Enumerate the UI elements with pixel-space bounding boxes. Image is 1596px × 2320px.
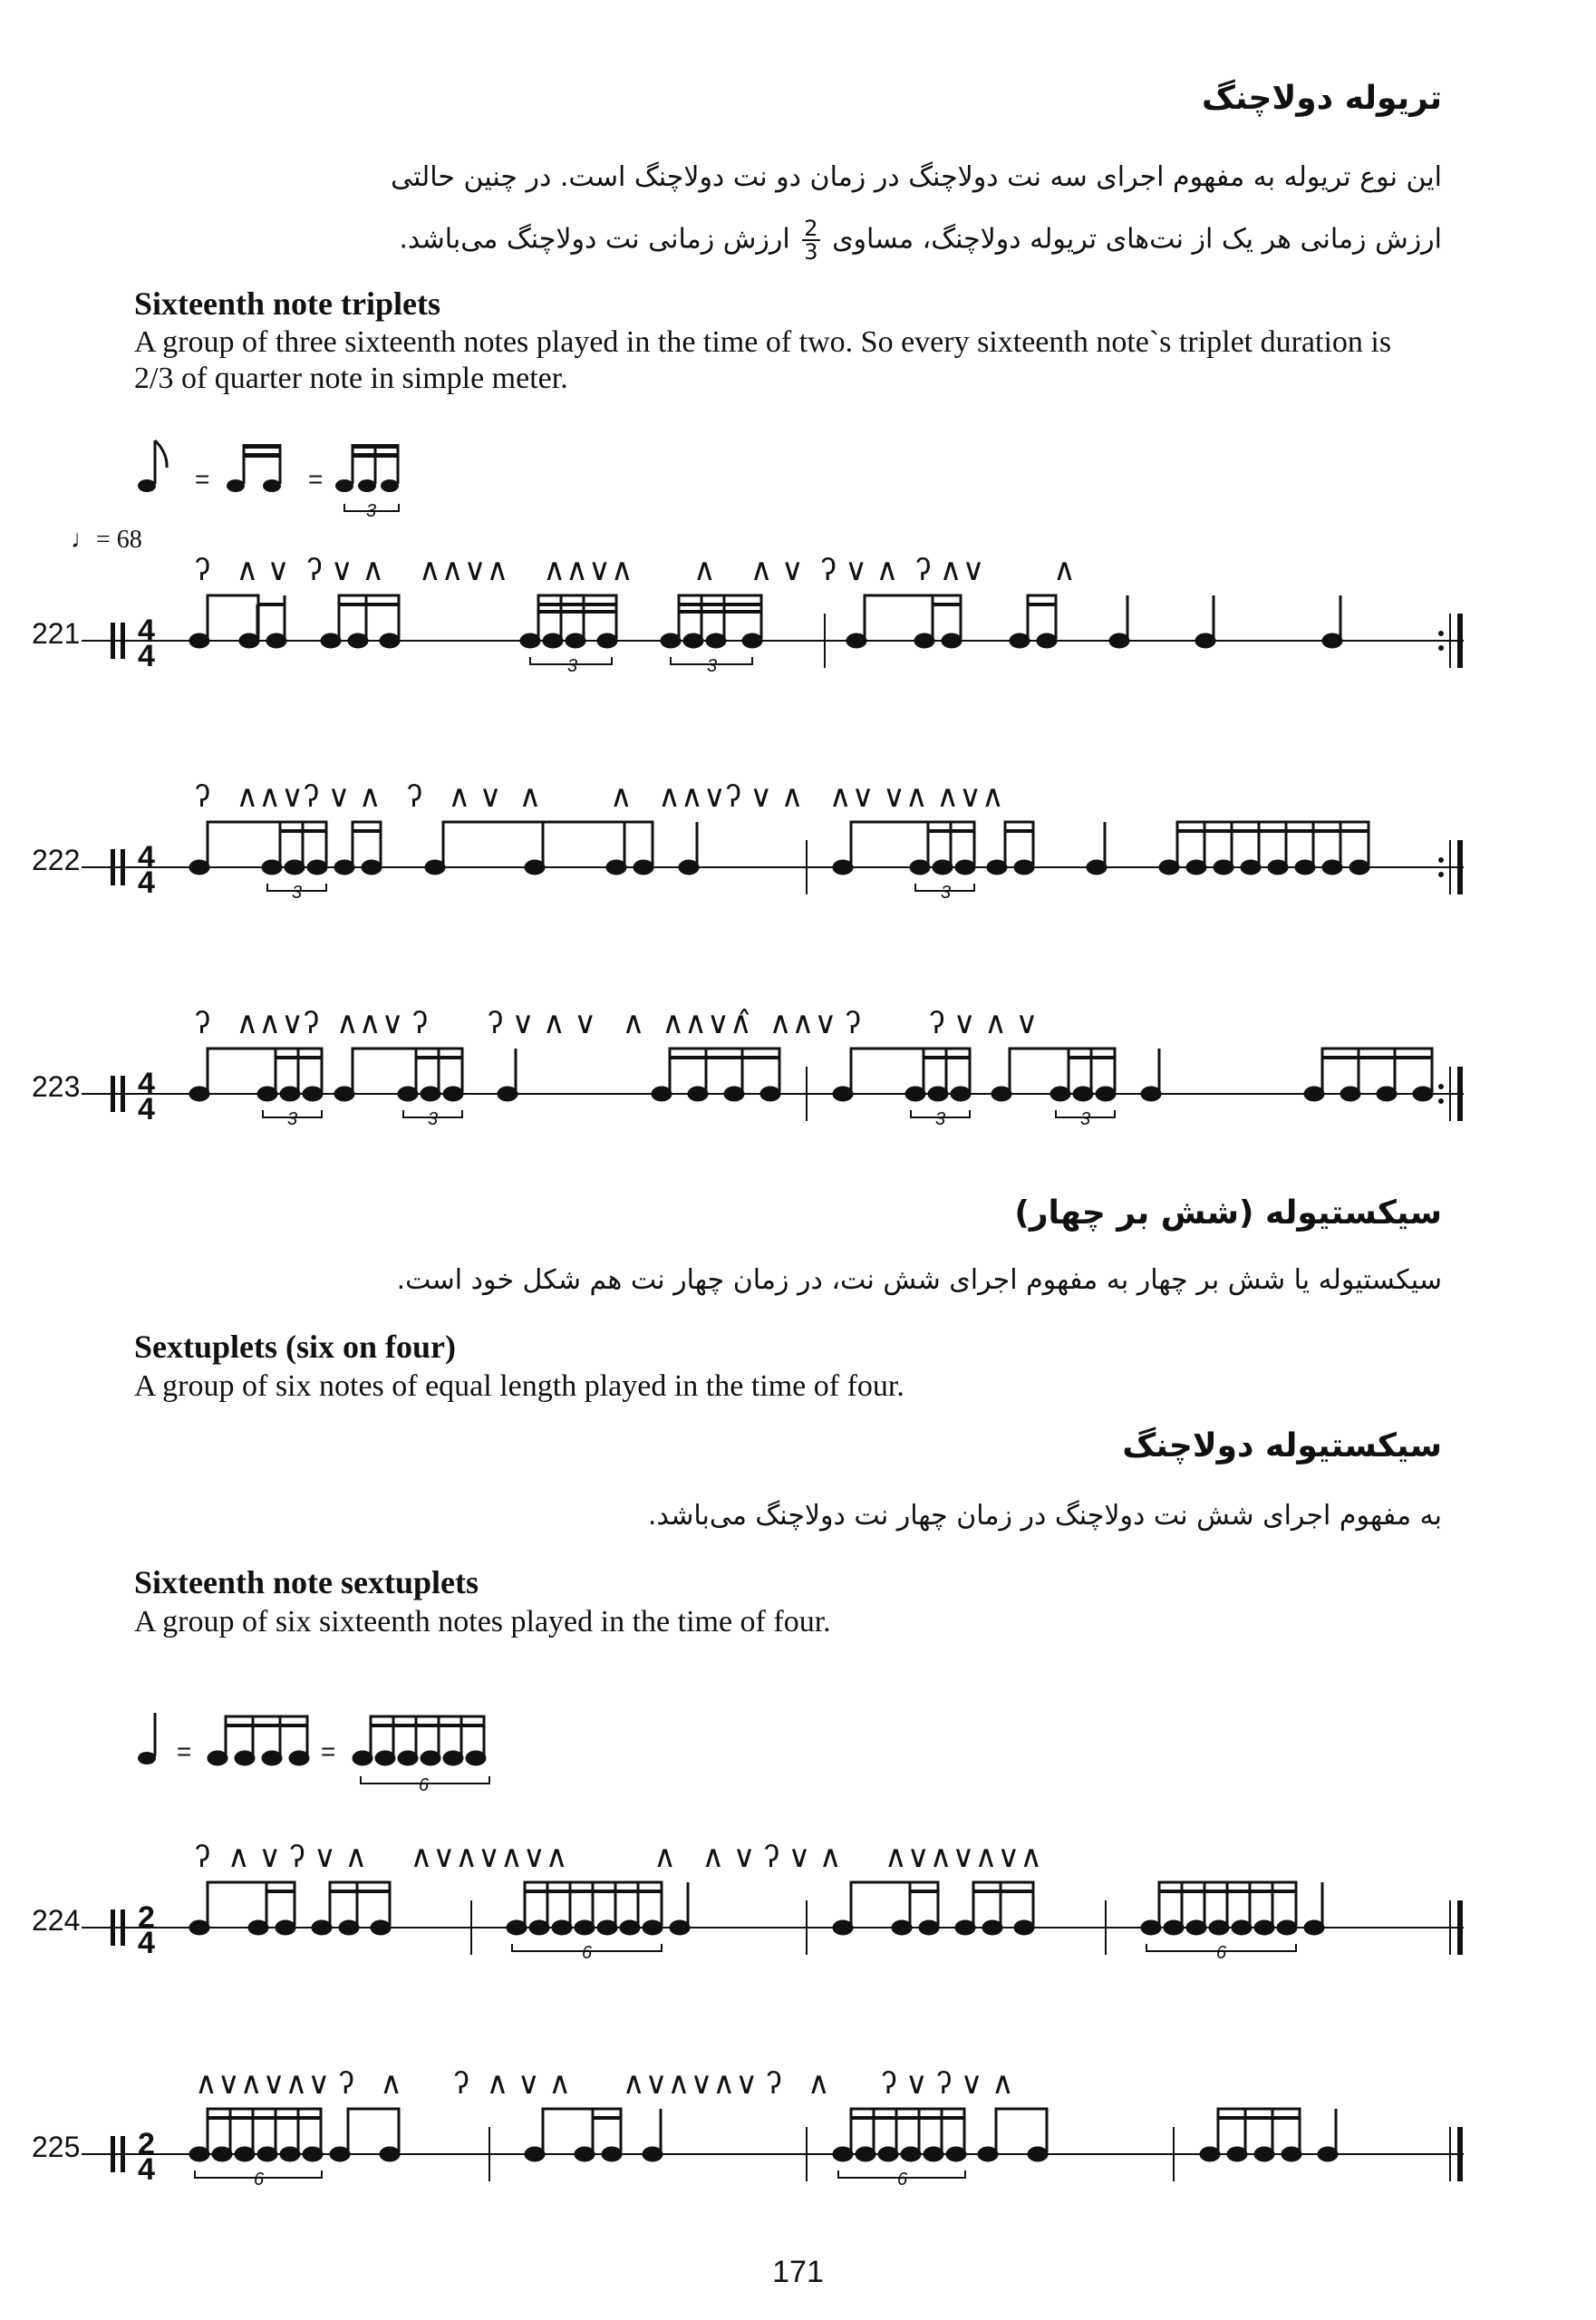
paragraph-fa-part-b: ارزش زمانی نت دولاچنگ می‌باشد. — [399, 223, 790, 256]
paragraph-fa-part-a: ارزش زمانی هر یک از نت‌های تریوله دولاچنگ، مساوی — [832, 223, 1442, 256]
time-signature-top: 4 — [138, 614, 155, 648]
tuplet-number: 3 — [366, 501, 377, 517]
exercise-number-224: 224 — [32, 1904, 81, 1937]
four-sixteenth-notes — [208, 1716, 308, 1764]
page-number: 171 — [772, 2255, 824, 2289]
notes-222 — [190, 822, 1369, 874]
tuplet-number: 6 — [254, 2170, 265, 2190]
time-signature-top: 4 — [138, 840, 155, 875]
paragraph-fa-sextuplets: سیکستیوله یا شش بر چهار به مفهوم اجرای شش نت، در زمان چهار نت هم شکل خود است. — [396, 1264, 1442, 1296]
tuplet-number: 6 — [582, 1943, 593, 1963]
fraction — [802, 218, 819, 263]
equal-sign: = — [308, 465, 324, 493]
sticking-row-221: ʔ ∧ ∨ ʔ ∨ ∧ ∧∧∨∧ ∧∧∨∧ ∧ ∧ ∨ ʔ ∨ ∧ ʔ ∧∨ ∧ — [195, 553, 1076, 587]
eighth-note — [138, 440, 167, 492]
equal-sign: = — [177, 1737, 192, 1765]
section-title-fa-triplets: تریوله دولاچنگ — [1201, 80, 1442, 117]
paragraph-fa-triplets-line1: این نوع تریوله به مفهوم اجرای سه نت دولاچنگ در زمان دو نت دولاچنگ است. در چنین حالتی — [391, 161, 1442, 193]
staff-225 — [27, 2053, 1495, 2234]
tuplet-number: 3 — [567, 656, 578, 676]
tuplet-number: 6 — [419, 1775, 430, 1794]
time-signature-top: 2 — [138, 2127, 155, 2161]
notes-224 — [190, 1882, 1323, 1934]
exercise-number-225: 225 — [32, 2131, 81, 2163]
equal-sign: = — [195, 465, 210, 493]
tuplet-number: 3 — [292, 883, 303, 903]
paragraph-en-sextuplets: A group of six notes of equal length played in the time of four. — [134, 1369, 904, 1403]
paragraph-fa-sixteenth-sextuplets: به مفهوم اجرای شش نت دولاچنگ در زمان چهار نت دولاچنگ می‌باشد. — [647, 1500, 1442, 1532]
sticking-row-222: ʔ ∧∧∨ʔ ∨ ∧ ʔ ∧ ∨ ∧ ∧ ∧∧∨ʔ ∨ ∧ ∧∨ ∨∧ ∧∨∧ — [195, 779, 1004, 814]
paragraph-fa-triplets-line2 — [399, 218, 1442, 263]
sticking-row-223: ʔ ∧∧∨ʔ ∧∧∨ ʔ ʔ ∨ ∧ ∨ ∧ ∧∧∨∧̂ ∧∧∨ ʔ ʔ ∨ ∧ ∨ — [195, 1006, 1039, 1040]
section-title-fa-sixteenth-sextuplets: سیکستیوله دولاچنگ — [1122, 1427, 1442, 1464]
fraction-denominator: 3 — [804, 239, 818, 265]
time-signature-bottom: 4 — [138, 1926, 155, 1960]
quarter-note-icon: ♩ — [71, 526, 96, 554]
triplet-brackets — [530, 657, 752, 664]
staff-221 — [27, 539, 1495, 720]
note-equation-triplets — [127, 426, 471, 517]
sticking-row-224: ʔ ∧ ∨ ʔ ∨ ∧ ∧∨∧∨∧∨∧ ∧ ∧ ∨ ʔ ∨ ∧ ∧∨∧∨∧∨∧ — [195, 1840, 1043, 1874]
tuplet-number: 3 — [428, 1109, 439, 1129]
paragraph-en-triplets: A group of three sixteenth notes played in the time of two. So every sixteenth note`s triplet duration is 2/3 of quarter note in simple meter. — [134, 325, 1392, 395]
tuplet-number: 3 — [935, 1109, 946, 1129]
tempo-value: = 68 — [96, 526, 142, 554]
tuplet-number: 6 — [897, 2170, 908, 2190]
two-sixteenth-notes — [227, 444, 281, 492]
fraction-numerator: 2 — [804, 216, 818, 241]
tuplet-number: 6 — [1216, 1943, 1227, 1963]
exercise-number-222: 222 — [32, 844, 81, 876]
time-signature-bottom: 4 — [138, 639, 155, 673]
sixteenth-sextuplet — [353, 1716, 485, 1764]
tuplet-number: 3 — [287, 1109, 298, 1129]
exercise-number-221: 221 — [32, 617, 81, 650]
quarter-note — [138, 1713, 156, 1764]
section-title-en-sextuplets: Sextuplets (six on four) — [134, 1329, 457, 1365]
tuplet-number: 3 — [707, 656, 718, 676]
staff-222 — [27, 766, 1495, 947]
notes-223 — [190, 1049, 1432, 1100]
time-signature-top: 4 — [138, 1067, 155, 1101]
sixteenth-triplet — [335, 444, 399, 517]
paragraph-en-sixteenth-sextuplets: A group of six sixteenth notes played in the time of four. — [134, 1605, 831, 1638]
section-title-en-triplets: Sixteenth note triplets — [134, 285, 440, 322]
note-equation-sextuplets — [127, 1695, 562, 1794]
equal-sign: = — [321, 1737, 336, 1765]
time-signature-bottom: 4 — [138, 2152, 155, 2187]
time-signature-bottom: 4 — [138, 1092, 155, 1126]
time-signature-bottom: 4 — [138, 865, 155, 900]
staff-223 — [27, 992, 1495, 1174]
staff-224 — [27, 1826, 1495, 2007]
exercise-number-223: 223 — [32, 1070, 81, 1103]
sticking-row-225: ∧∨∧∨∧∨ ʔ ∧ ʔ ∧ ∨ ∧ ∧∨∧∨∧∨ ʔ ∧ ʔ ∨ ʔ ∨ ∧ — [195, 2066, 1014, 2101]
notes-225 — [190, 2109, 1337, 2160]
section-title-fa-sextuplets: سیکستیوله (شش بر چهار) — [1014, 1194, 1442, 1232]
section-title-en-sixteenth-sextuplets: Sixteenth note sextuplets — [134, 1564, 479, 1600]
time-signature-top: 2 — [138, 1900, 155, 1935]
tuplet-number: 3 — [941, 883, 952, 903]
tuplet-number: 3 — [1080, 1109, 1091, 1129]
notes-221 — [190, 595, 1341, 647]
